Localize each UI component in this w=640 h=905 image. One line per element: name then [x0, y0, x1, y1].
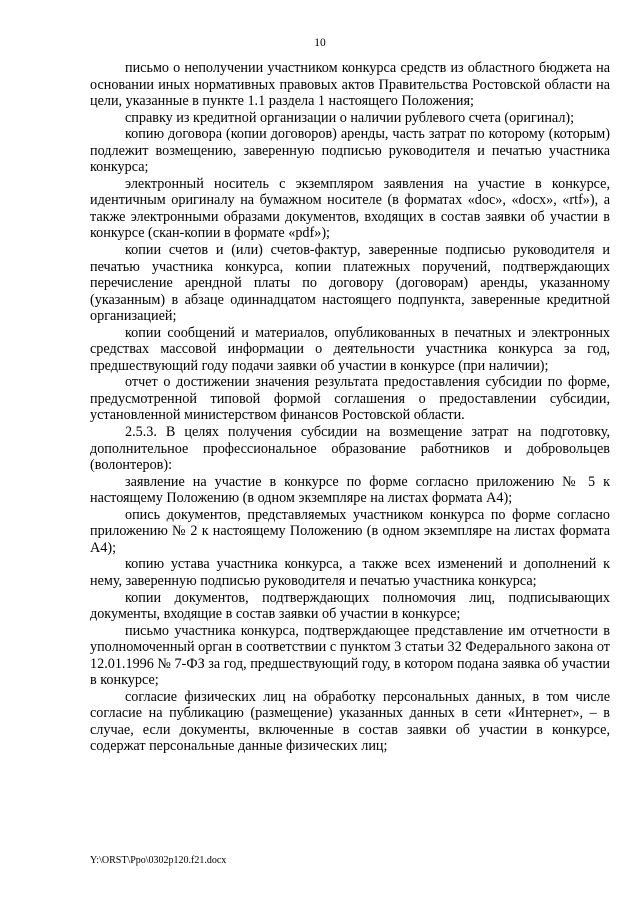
section-paragraph: 2.5.3. В целях получения субсидии на возмещение затрат на подготовку, дополнительное профессиональное образование работников и добровольцев (волонтеров):: [90, 424, 610, 474]
document-body: [90, 60, 610, 755]
page-number: 10: [314, 37, 326, 49]
paragraph: опись документов, представляемых участником конкурса по форме согласно приложению № 2 к настоящему Положению (в одном экземпляре на листах формата А4);: [90, 506, 610, 556]
paragraph: копию устава участника конкурса, а также всех изменений и дополнений к нему, заверенную подписью руководителя и печатью участника конкурса;: [90, 556, 610, 589]
paragraph: копии документов, подтверждающих полномочия лиц, подписывающих документы, входящие в состав заявки об участии в конкурсе;: [90, 589, 610, 623]
paragraph: справку из кредитной организации о наличии рублевого счета (оригинал);: [125, 109, 575, 126]
paragraph: отчет о достижении значения результата предоставления субсидии по форме, предусмотренной типовой формой соглашения о предоставлении субсидии, установленной министерством финансов Ростовской области.: [90, 374, 610, 424]
paragraph: копию договора (копии договоров) аренды, часть затрат по которому (которым) подлежит возмещению, заверенную подписью руководителя и печатью участника конкурса;: [90, 126, 610, 176]
paragraph: электронный носитель с экземпляром заявления на участие в конкурсе, идентичным оригиналу на бумажном носителе (в форматах «doc», «docx», «rtf»), а также электронными образами документов, входящих в состав заявки об участии в конкурсе (скан-копии в формате «pdf»);: [90, 175, 610, 242]
footer-file-path: Y:\ORST\Ppo\0302p120.f21.docx: [90, 855, 227, 866]
paragraph: согласие физических лиц на обработку персональных данных, в том числе согласие на публикацию (размещение) указанных данных в сети «Интернет», – в случае, если документы, включенные в состав заявки об участии в конкурсе, содержат персональные данные физических лиц;: [90, 688, 610, 755]
paragraph: письмо участника конкурса, подтверждающее представление им отчетности в уполномоченный орган в соответствии с пунктом 3 статьи 32 Федерального закона от 12.01.1996 № 7-ФЗ за год, предшествующий году, в котором подана заявка об участии в конкурсе;: [90, 622, 610, 689]
paragraph: письмо о неполучении участником конкурса средств из областного бюджета на основании иных нормативных правовых актов Правительства Ростовской области на цели, указанные в пункте 1.1 раздела 1 настоящего Положения;: [90, 60, 610, 110]
paragraph: заявление на участие в конкурсе по форме согласно приложению № 5 к настоящему Положению (в одном экземпляре на листах формата А4);: [90, 473, 610, 507]
paragraph: копии счетов и (или) счетов-фактур, заверенные подписью руководителя и печатью участника конкурса, копии платежных поручений, подтверждающих перечисление арендной платы по договору (договорам) аренды, указанному (указанным) в абзаце одиннадцатом настоящего подпункта, заверенные кредитной организацией;: [90, 242, 610, 325]
paragraph: копии сообщений и материалов, опубликованных в печатных и электронных средствах массовой информации о деятельности участника конкурса за год, предшествующий году подачи заявки об участии в конкурсе (при наличии);: [90, 324, 610, 374]
